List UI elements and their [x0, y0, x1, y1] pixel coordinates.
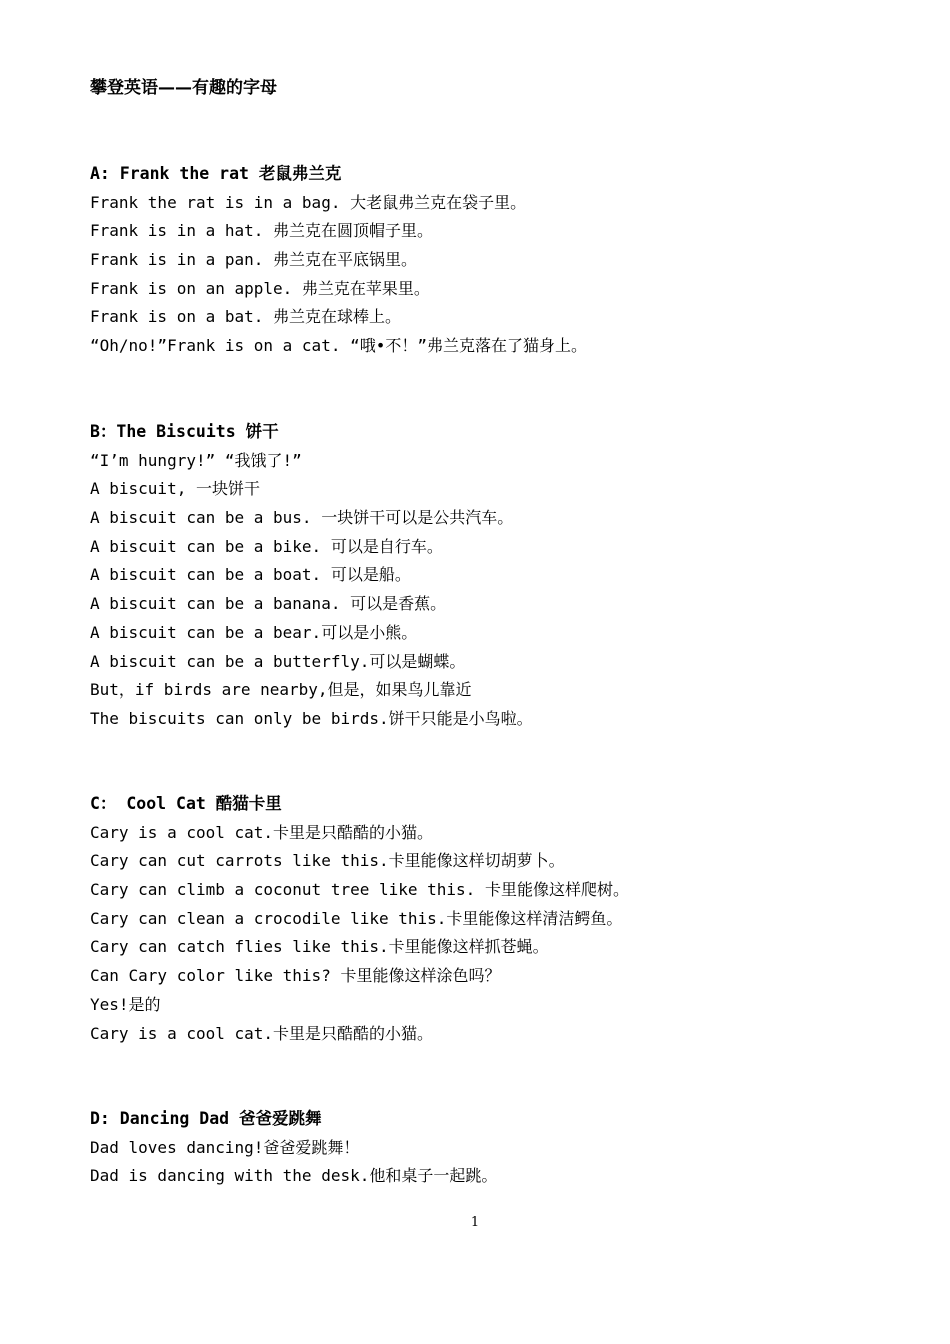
section-heading: A: Frank the rat 老鼠弗兰克: [90, 164, 342, 183]
text-line: A biscuit can be a bus. 一块饼干可以是公共汽车。: [90, 508, 514, 528]
text-line: Cary is a cool cat.卡里是只酷酷的小猫。: [90, 822, 434, 842]
text-line: The biscuits can only be birds.饼干只能是小鸟啦。: [90, 708, 533, 728]
section-d: [90, 1105, 890, 1191]
text-line: A biscuit, 一块饼干: [90, 479, 260, 499]
page-number: 1: [470, 1215, 480, 1230]
text-line: Cary is a cool cat.卡里是只酷酷的小猫。: [90, 1023, 434, 1043]
text-line: Cary can clean a crocodile like this.卡里能像这样清洁鳄鱼。: [90, 908, 623, 928]
section-heading: B：The Biscuits 饼干: [90, 422, 279, 441]
text-line: A biscuit can be a bear.可以是小熊。: [90, 622, 418, 642]
text-line: Frank the rat is in a bag. 大老鼠弗兰克在袋子里。: [90, 192, 527, 212]
text-line: Frank is on a bat. 弗兰克在球棒上。: [90, 307, 402, 327]
text-line: Cary can catch flies like this.卡里能像这样抓苍蝇。: [90, 937, 549, 957]
text-line: Cary can climb a coconut tree like this. 卡里能像这样爬树。: [90, 880, 629, 900]
text-line: Frank is on an apple. 弗兰克在苹果里。: [90, 278, 430, 298]
document-title: 攀登英语——有趣的字母: [90, 78, 277, 98]
text-line: Dad is dancing with the desk.他和桌子一起跳。: [90, 1166, 498, 1186]
section-heading: C： Cool Cat 酷猫卡里: [90, 794, 282, 813]
text-line: “Oh/no!”Frank is on a cat. “哦•不！”弗兰克落在了猫身上。: [90, 336, 587, 356]
text-line: A biscuit can be a bike. 可以是自行车。: [90, 536, 443, 556]
text-line: “I’m hungry!” “我饿了!”: [90, 450, 302, 470]
text-line: A biscuit can be a banana. 可以是香蕉。: [90, 594, 447, 614]
text-line: Dad loves dancing!爸爸爱跳舞！: [90, 1137, 360, 1157]
text-line: Frank is in a pan. 弗兰克在平底锅里。: [90, 250, 418, 270]
section-b: [90, 418, 890, 734]
section-c: [90, 790, 890, 1048]
text-line: Frank is in a hat. 弗兰克在圆顶帽子里。: [90, 221, 434, 241]
text-line: But，if birds are nearby,但是，如果鸟儿靠近: [90, 680, 472, 700]
text-line: Can Cary color like this? 卡里能像这样涂色吗？: [90, 966, 501, 986]
text-line: A biscuit can be a butterfly.可以是蝴蝶。: [90, 651, 466, 671]
section-heading: D: Dancing Dad 爸爸爱跳舞: [90, 1109, 322, 1128]
text-line: Cary can cut carrots like this.卡里能像这样切胡萝卜。: [90, 851, 565, 871]
section-a: [90, 160, 890, 361]
text-line: A biscuit can be a boat. 可以是船。: [90, 565, 411, 585]
text-line: Yes!是的: [90, 994, 161, 1014]
